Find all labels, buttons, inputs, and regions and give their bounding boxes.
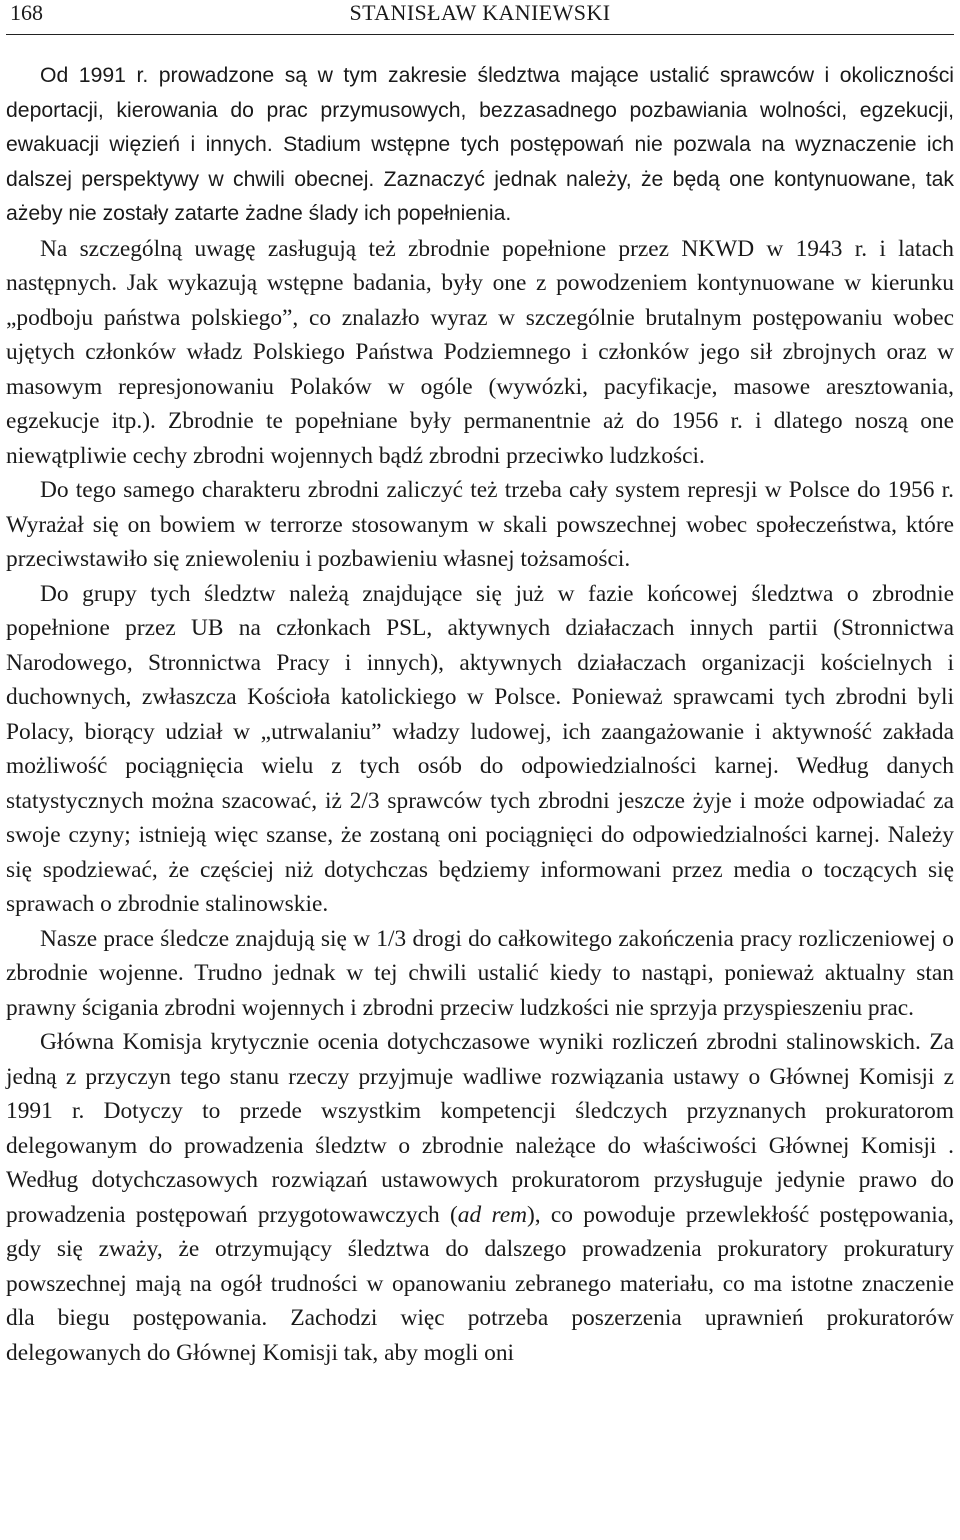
body-text bbox=[6, 35, 954, 1370]
paragraph-3: Do tego samego charakteru zbrodni zaliczyć też trzeba cały system represji w Polsce do 1956 r. Wyrażał się on bowiem w terrorze stosowanym w skali powszechnej wobec społeczeństwa, które przeciwstawiło się zniewoleniu i pozbawieniu własnej tożsamości. bbox=[6, 477, 954, 572]
paragraph-6 bbox=[6, 1025, 954, 1370]
latin-phrase: ad rem bbox=[457, 1201, 527, 1228]
paragraph-6-text-b: ), co powoduje przewlekłość postępowania, gdy się zważy, że otrzymujący śledztwa do dalszego prowadzenia prokuratory prokuratury powszechnej mają na ogół trudności w opanowaniu zebranego materiału, co ma istotne znaczenie dla biegu postępowania. Zachodzi więc potrzeba poszerzenia uprawnień prokuratorów delegowanych do Głównej Komisji tak, aby mogli oni bbox=[6, 1201, 954, 1366]
paragraph-5: Nasze prace śledcze znajdują się w 1/3 drogi do całkowitego zakończenia pracy rozliczeniowej o zbrodnie wojenne. Trudno jednak w tej chwili ustalić kiedy to nastąpi, ponieważ aktualny stan prawny ścigania zbrodni wojennych i zbrodni przeciw ludzkości nie sprzyja przyspieszeniu prac. bbox=[6, 925, 954, 1021]
page-number: 168 bbox=[10, 0, 43, 25]
paragraph-2: Na szczególną uwagę zasługują też zbrodnie popełnione przez NKWD w 1943 r. i latach następnych. Jak wykazują wstępne badania, były one z powodzeniem kontynuowane w kierunku „podboju państwa polskiego”, co znalazło wyraz w szczególnie brutalnym postępowaniu wobec ujętych członków władz Polskiego Państwa Podziemnego i członków jego sił zbrojnych oraz w masowym represjonowaniu Polaków w ogóle (wywózki, pacyfikacje, masowe aresztowania, egzekucje itp.). Zbrodnie te popełniane były permanentnie aż do 1956 r. i dlatego noszą one niewątpliwie cechy zbrodni wojennych bądź zbrodni przeciwko ludzkości. bbox=[6, 235, 954, 469]
author-name: STANISŁAW KANIEWSKI bbox=[349, 0, 611, 25]
paragraph-1: Od 1991 r. prowadzone są w tym zakresie śledztwa mające ustalić sprawców i okoliczności deportacji, kierowania do prac przymusowych, bezzasadnego pozbawiania wolności, egzekucji, ewakuacji więzień i innych. Stadium wstępne tych postępowań nie pozwala na wyznaczenie ich dalszej perspektywy w chwili obecnej. Zaznaczyć jednak należy, że będą one kontynuowane, tak ażeby nie zostały zatarte żadne ślady ich popełnienia. bbox=[6, 64, 954, 225]
paragraph-6-text-a: Główna Komisja krytycznie ocenia dotychczasowe wyniki rozliczeń zbrodni stalinowskich. Za jedną z przyczyn tego stanu rzeczy przyjmuje wadliwe rozwiązania ustawy o Głównej Komisji z 1991 r. Dotyczy to przede wszystkim kompetencji śledczych przyznanych prokuratorom delegowanym do prowadzenia śledztw o zbrodnie należące do właściwości Głównej Komisji . Według dotychczasowych rozwiązań ustawowych prokuratorom przysługuje jedynie prawo do prowadzenia postępowań przygotowawczych ( bbox=[6, 1029, 954, 1228]
running-header bbox=[6, 0, 954, 35]
paragraph-4: Do grupy tych śledztw należą znajdujące się już w fazie końcowej śledztwa o zbrodnie popełnione przez UB na członkach PSL, aktywnych działaczach innych partii (Stronnictwa Narodowego, Stronnictwa Pracy i innych), aktywnych działaczach organizacji kościelnych i duchownych, zwłaszcza Kościoła katolickiego w Polsce. Ponieważ sprawcami tych zbrodni byli Polacy, biorący udział w „utrwalaniu” władzy ludowej, ich zaangażowanie i aktywność zakłada możliwość pociągnięcia wielu z tych osób do odpowiedzialności karnej. Według danych statystycznych można szacować, iż 2/3 sprawców tych zbrodni jeszcze żyje i może odpowiadać za swoje czyny; istnieją więc szanse, że zostaną oni pociągnięci do odpowiedzialności karnej. Należy się spodziewać, że częściej niż dotychczas będziemy informowani przez media o toczących się sprawach o zbrodnie stalinowskie. bbox=[6, 580, 954, 917]
